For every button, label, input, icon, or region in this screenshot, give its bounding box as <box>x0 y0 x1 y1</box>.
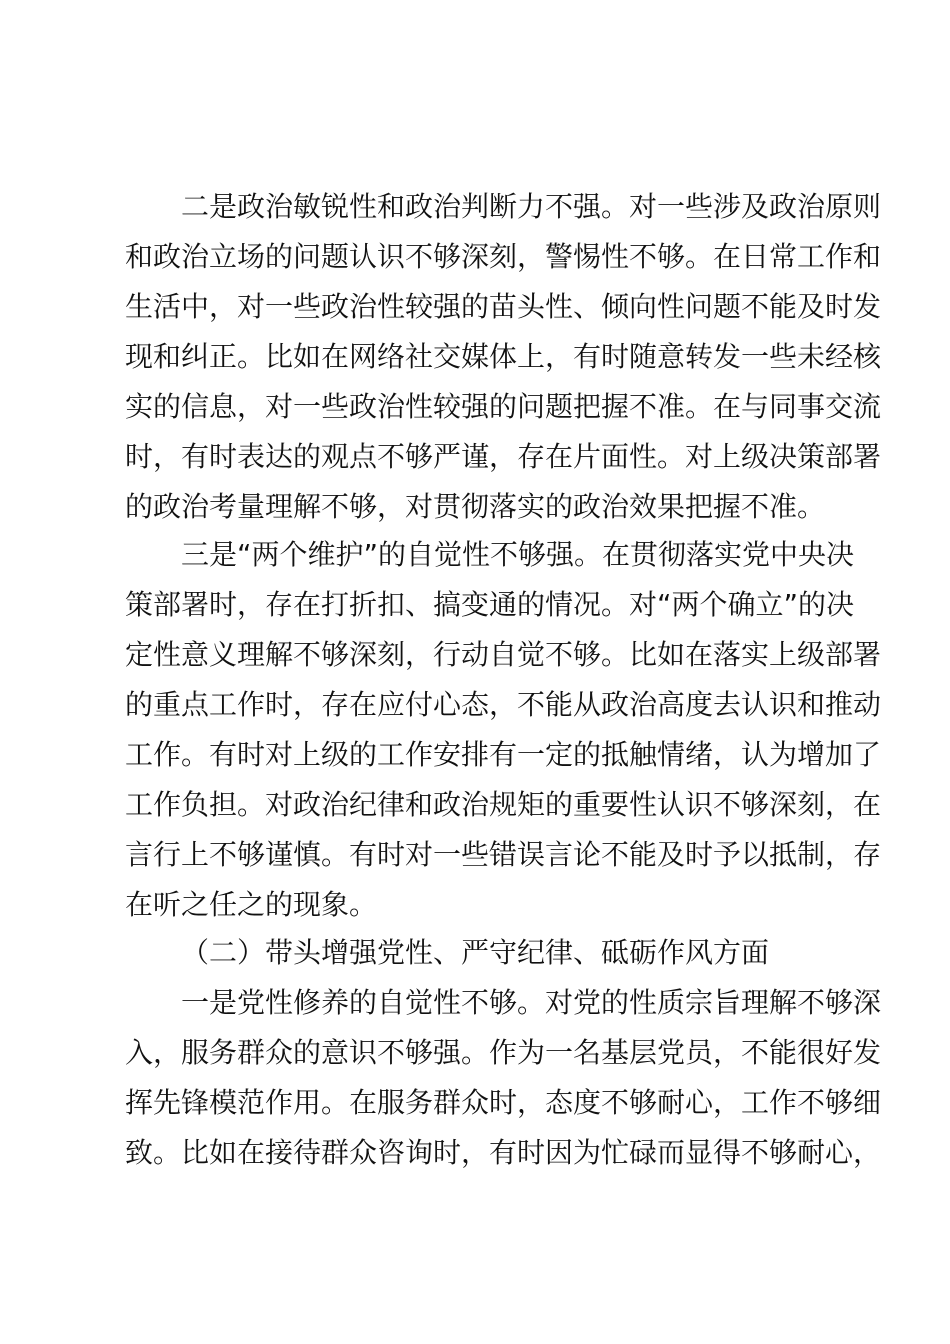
line-text: 策部署时，存在打折扣、搞变通的情况。对“两个确立”的决 <box>125 588 855 621</box>
paragraph-line <box>0 580 950 630</box>
paragraph-line <box>0 332 950 382</box>
paragraph-line <box>0 780 950 830</box>
paragraph-line <box>0 630 950 680</box>
line-text: 致。比如在接待群众咨询时，有时因为忙碌而显得不够耐心， <box>125 1136 882 1169</box>
line-text: 言行上不够谨慎。有时对一些错误言论不能及时予以抵制，存 <box>125 838 882 871</box>
paragraph-line <box>0 482 950 532</box>
line-text: 实的信息，对一些政治性较强的问题把握不准。在与同事交流 <box>125 390 882 423</box>
line-text: 挥先锋模范作用。在服务群众时，态度不够耐心，工作不够细 <box>125 1086 882 1119</box>
paragraph-line <box>0 432 950 482</box>
line-text: 的政治考量理解不够，对贯彻落实的政治效果把握不准。 <box>125 490 826 523</box>
line-text: 在听之任之的现象。 <box>125 888 378 921</box>
line-text: 二是政治敏锐性和政治判断力不强。对一些涉及政治原则 <box>181 190 882 223</box>
paragraph-line <box>0 730 950 780</box>
paragraph-line <box>0 282 950 332</box>
paragraph-line <box>0 830 950 880</box>
paragraph-line <box>0 978 950 1028</box>
paragraph-line <box>0 1028 950 1078</box>
line-text: 现和纠正。比如在网络社交媒体上，有时随意转发一些未经核 <box>125 340 882 373</box>
paragraph-line <box>0 880 950 930</box>
line-text: 的重点工作时，存在应付心态，不能从政治高度去认识和推动 <box>125 688 882 721</box>
paragraph-line <box>0 182 950 232</box>
line-text: 和政治立场的问题认识不够深刻，警惕性不够。在日常工作和 <box>125 240 882 273</box>
paragraph-line <box>0 1128 950 1178</box>
line-text: 一是党性修养的自觉性不够。对党的性质宗旨理解不够深 <box>181 986 882 1019</box>
heading-text: （二）带头增强党性、严守纪律、砥砺作风方面 <box>181 936 770 969</box>
paragraph-line <box>0 382 950 432</box>
line-text: 工作负担。对政治纪律和政治规矩的重要性认识不够深刻，在 <box>125 788 882 821</box>
line-text: 入，服务群众的意识不够强。作为一名基层党员，不能很好发 <box>125 1036 882 1069</box>
paragraph-line <box>0 530 950 580</box>
line-text: 三是“两个维护”的自觉性不够强。在贯彻落实党中央决 <box>181 538 855 571</box>
line-text: 时，有时表达的观点不够严谨，存在片面性。对上级决策部署 <box>125 440 882 473</box>
line-text: 生活中，对一些政治性较强的苗头性、倾向性问题不能及时发 <box>125 290 882 323</box>
section-heading <box>0 928 950 978</box>
paragraph-line <box>0 680 950 730</box>
paragraph-line <box>0 232 950 282</box>
paragraph-line <box>0 1078 950 1128</box>
line-text: 工作。有时对上级的工作安排有一定的抵触情绪，认为增加了 <box>125 738 882 771</box>
line-text: 定性意义理解不够深刻，行动自觉不够。比如在落实上级部署 <box>125 638 882 671</box>
